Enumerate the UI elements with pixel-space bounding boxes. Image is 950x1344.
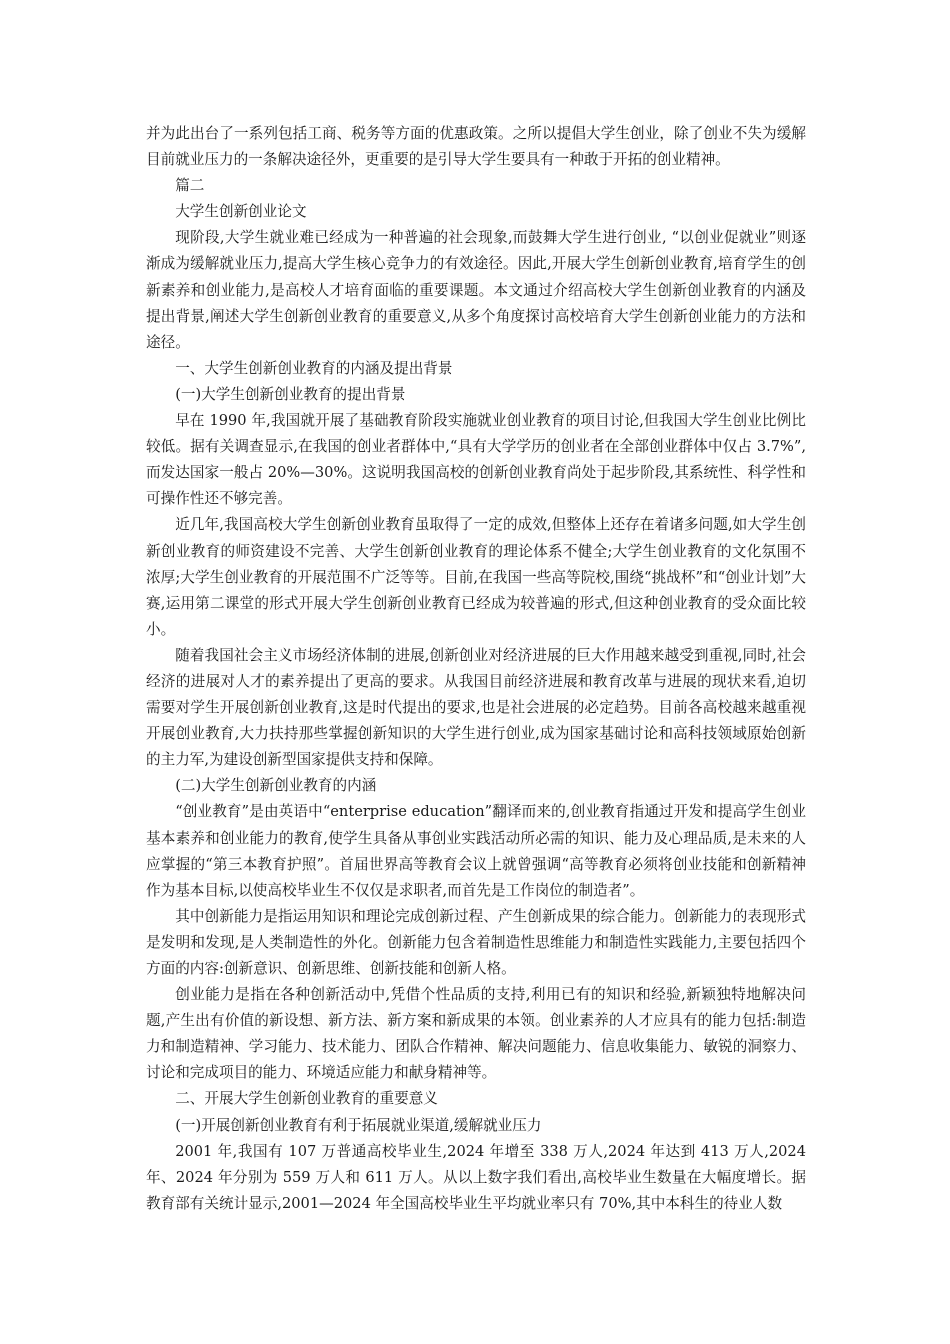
- paragraph-connotation-3: 创业能力是指在各种创新活动中,凭借个性品质的支持,利用已有的知识和经验,新颖独特地解决问题,产生出有价值的新设想、新方法、新方案和新成果的本领。创业素养的人才应具有的能力包括:制造力和制造精神、学习能力、技术能力、团队合作精神、解决问题能力、信息收集能力、敏锐的洞察力、讨论和完成项目的能力、环境适应能力和献身精神等。: [146, 986, 806, 1082]
- paragraph-employment-1: 2001 年,我国有 107 万普通高校毕业生,2024 年增至 338 万人,2024 年达到 413 万人,2024 年、2024 年分别为 559 万人和 611 万人。从以上数字我们看出,高校毕业生数量在大幅度增长。据教育部有关统计显示,2001—2024 年全国高校毕业生平均就业率只有 70%,其中本科生的待业人数: [146, 1142, 806, 1212]
- heading-part-two: 二、开展大学生创新创业教育的重要意义: [175, 1090, 438, 1108]
- section-label: 篇二: [175, 177, 205, 195]
- subheading-employment: (一)开展创新创业教育有利于拓展就业渠道,缓解就业压力: [175, 1116, 542, 1134]
- document-body: [146, 121, 806, 1217]
- subheading-connotation: (二)大学生创新创业教育的内涵: [175, 777, 377, 795]
- paragraph-connotation-2: 其中创新能力是指运用知识和理论完成创新过程、产生创新成果的综合能力。创新能力的表现形式是发明和发现,是人类制造性的外化。创新能力包含着制造性思维能力和制造性实践能力,主要包括四个方面的内容:创新意识、创新思维、创新技能和创新人格。: [146, 907, 806, 977]
- article-title: 大学生创新创业论文: [175, 203, 307, 221]
- paragraph-intro: 并为此出台了一系列包括工商、税务等方面的优惠政策。之所以提倡大学生创业，除了创业不失为缓解目前就业压力的一条解决途径外，更重要的是引导大学生要具有一种敢于开拓的创业精神。: [146, 125, 806, 169]
- subheading-background: (一)大学生创新创业教育的提出背景: [175, 385, 406, 403]
- paragraph-connotation-1: “创业教育”是由英语中“enterprise education”翻译而来的,创业教育指通过开发和提高学生创业基本素养和创业能力的教育,使学生具备从事创业实践活动所必需的知识、能力及心理品质,是未来的人应掌握的“第三本教育护照”。首届世界高等教育会议上就曾强调“高等教育必须将创业技能和创新精神作为基本目标,以使高校毕业生不仅仅是求职者,而首先是工作岗位的制造者”。: [146, 803, 806, 899]
- paragraph-abstract: 现阶段,大学生就业难已经成为一种普遍的社会现象,而鼓舞大学生进行创业, “以创业促就业”则逐渐成为缓解就业压力,提高大学生核心竞争力的有效途径。因此,开展大学生创新创业教育,培育学生的创新素养和创业能力,是高校人才培育面临的重要课题。本文通过介绍高校大学生创新创业教育的内涵及提出背景,阐述大学生创新创业教育的重要意义,从多个角度探讨高校培育大学生创新创业能力的方法和途径。: [146, 229, 806, 351]
- paragraph-background-3: 随着我国社会主义市场经济体制的进展,创新创业对经济进展的巨大作用越来越受到重视,同时,社会经济的进展对人才的素养提出了更高的要求。从我国目前经济进展和教育改革与进展的现状来看,迫切需要对学生开展创新创业教育,这是时代提出的要求,也是社会进展的必定趋势。目前各高校越来越重视开展创业教育,大力扶持那些掌握创新知识的大学生进行创业,成为国家基础讨论和高科技领域原始创新的主力军,为建设创新型国家提供支持和保障。: [146, 646, 806, 769]
- paragraph-background-2: 近几年,我国高校大学生创新创业教育虽取得了一定的成效,但整体上还存在着诸多问题,如大学生创新创业教育的师资建设不完善、大学生创新创业教育的理论体系不健全;大学生创业教育的文化氛围不浓厚;大学生创业教育的开展范围不广泛等等。目前,在我国一些高等院校,围绕“挑战杯”和“创业计划”大赛,运用第二课堂的形式开展大学生创新创业教育已经成为较普遍的形式,但这种创业教育的受众面比较小。: [146, 516, 806, 638]
- paragraph-background-1: 早在 1990 年,我国就开展了基础教育阶段实施就业创业教育的项目讨论,但我国大学生创业比例比较低。据有关调查显示,在我国的创业者群体中,“具有大学学历的创业者在全部创业群体中仅占 3.7%”,而发达国家一般占 20%—30%。这说明我国高校的创新创业教育尚处于起步阶段,其系统性、科学性和可操作性还不够完善。: [146, 412, 806, 508]
- heading-part-one: 一、大学生创新创业教育的内涵及提出背景: [175, 359, 453, 377]
